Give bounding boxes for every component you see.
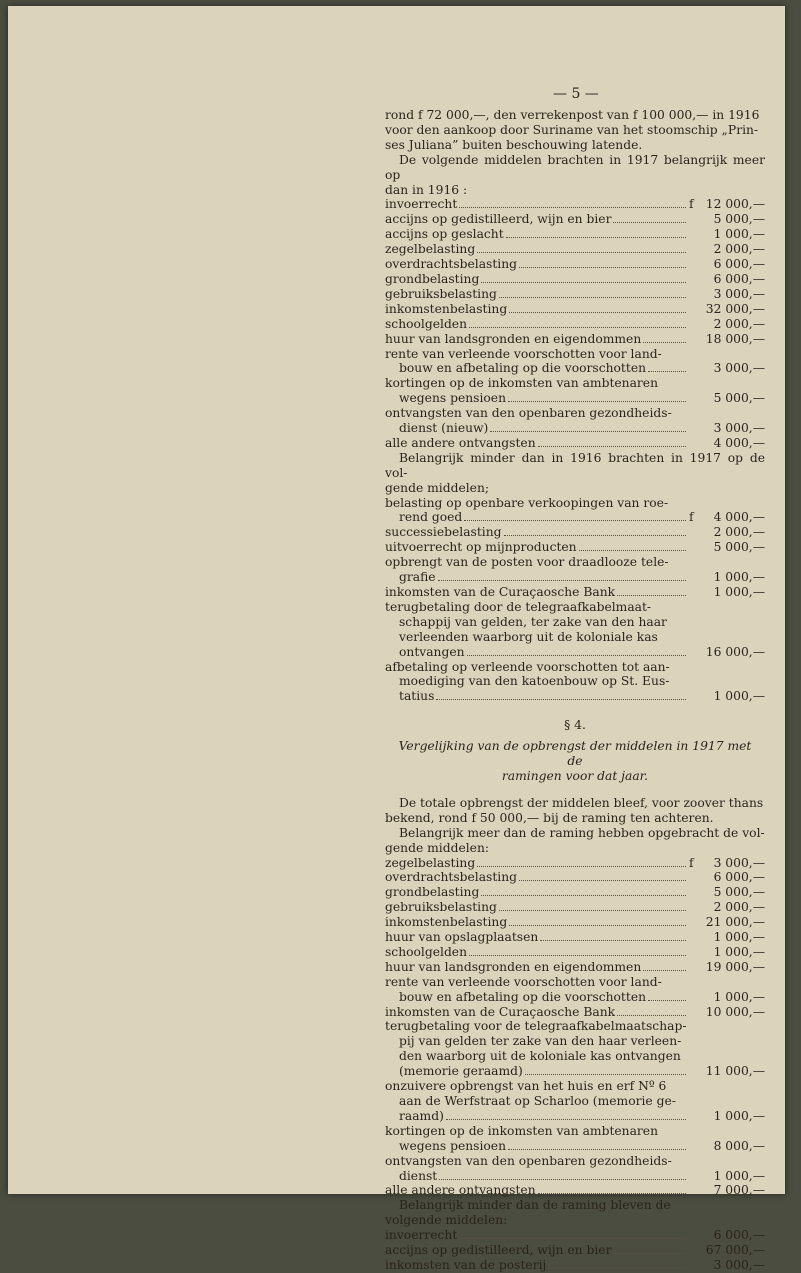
more-1917-list [385,197,765,450]
dotted-leader [499,297,686,298]
dotted-leader [579,550,686,551]
entry-label: alle andere ontvangsten [385,1183,536,1198]
entry-row [385,421,765,436]
entry-row [385,856,765,871]
entry-label: huur van landsgronden en eigendommen [385,959,642,974]
entry-label: accijns op geslacht [385,227,504,242]
entry-currency: f [689,197,694,212]
entry-row [385,885,765,900]
entry-label: raamd) [399,1108,444,1123]
entry-label: inkomstenbelasting [385,915,508,930]
entry-label-line: belasting op openbare verkoopingen van roe- [385,495,669,510]
ledger-entry [385,1005,765,1020]
entry-currency: f [689,510,694,525]
entry-label: zegelbelasting [385,855,476,870]
ledger-entry [385,496,765,526]
ledger-entry [385,1019,765,1079]
entry-label: huur van opslagplaatsen [385,930,539,945]
entry-label: bouw en afbetaling op die voorschotten [399,361,647,376]
ledger-entry [385,540,765,555]
ledger-entry [385,930,765,945]
ledger-entry [385,347,765,377]
text-line: bekend, rond f 50 000,— bij de raming ten achteren. [385,810,714,825]
entry-amount: 10 000,— [705,1004,765,1019]
entry-amount: 3 000,— [713,286,765,301]
ledger-entry [385,197,765,212]
dotted-leader [519,880,686,881]
entry-label-line: afbetaling op verleende voorschotten tot aan- [385,659,670,674]
entry-amount: 1 000,— [713,585,765,599]
entry-label: wegens pensioen [399,391,507,406]
dotted-leader [508,401,686,402]
entry-amount: 4 000,— [713,510,765,525]
entry-row [385,689,765,704]
entry-label: dienst (nieuw) [399,421,489,436]
entry-row [385,1005,765,1020]
dotted-leader [540,940,686,941]
entry-row [385,540,765,555]
text-line: voor den aankoop door Suriname van het stoomschip „Prin- [385,122,759,137]
text-line: gende middelen; [385,480,490,495]
entry-label: schoolgelden [385,316,468,331]
entry-amount: 1 000,— [713,227,765,242]
dotted-leader [469,955,686,956]
entry-label: alle andere ontvangsten [385,435,536,450]
entry-label: inkomsten van de posterij [385,1257,547,1272]
entry-row [385,1109,765,1124]
entry-currency: f [689,855,694,870]
entry-label: ontvangen [399,644,465,659]
entry-label: accijns op gedistilleerd, wijn en bier [385,1243,612,1258]
entry-label: tatius [399,689,435,704]
entry-row [385,870,765,885]
entry-amount: 1 000,— [713,989,765,1004]
dotted-leader [464,520,686,521]
entry-label: successiebelasting [385,525,502,540]
text-line: De totale opbrengst der middelen bleef, voor zoover thans [399,795,764,810]
dotted-leader [648,371,686,372]
text-line: ses Juliana” buiten beschouwing latende. [385,137,643,152]
dotted-leader [509,925,686,926]
text-line: De volgende middelen brachten in 1917 belangrijk meer op [385,152,765,182]
text-line: dan in 1916 : [385,182,468,197]
dotted-leader [436,699,686,700]
entry-amount: 12 000,— [705,197,765,212]
section-number: § 4. [564,718,586,733]
entry-row [385,960,765,975]
ledger-entry [385,1228,765,1243]
entry-row [385,272,765,287]
entry-amount: 1 000,— [713,689,765,704]
entry-row [385,945,765,960]
entry-row [385,510,765,525]
ledger-entry [385,1243,765,1258]
document-page [8,6,785,1272]
entry-label-line: den waarborg uit de koloniale kas ontvangen [399,1049,681,1064]
entry-label: dienst [399,1168,438,1183]
entry-label: (memorie geraamd) [399,1064,523,1079]
dotted-leader [504,535,686,536]
dotted-leader [446,1119,686,1120]
dotted-leader [481,895,686,896]
less-than-estimate-list [385,1228,765,1273]
dotted-leader [617,1015,686,1016]
entry-amount: 2 000,— [713,900,765,915]
entry-amount: 11 000,— [705,1064,765,1079]
dotted-leader [438,580,686,581]
entry-amount: 2 000,— [713,242,765,257]
entry-label: grafie [399,570,436,585]
entry-amount: 1 000,— [713,1168,765,1183]
entry-label-line: terugbetaling voor de telegraafkabelmaatschap- [385,1019,687,1034]
entry-row [385,930,765,945]
entry-label-line: terugbetaling door de telegraafkabelmaat- [385,599,652,614]
entry-row [385,990,765,1005]
dotted-leader [477,866,686,867]
entry-amount: 8 000,— [713,1138,765,1153]
entry-row [385,525,765,540]
entry-amount: 5 000,— [713,212,765,227]
entry-amount: 32 000,— [705,301,765,316]
entry-amount: 3 000,— [713,855,765,870]
entry-amount: 1 000,— [713,944,765,959]
ledger-entry [385,900,765,915]
entry-label: inkomstenbelasting [385,301,508,316]
entry-row [385,1064,765,1079]
entry-label: rend goed [399,510,463,525]
entry-row [385,1139,765,1154]
entry-row [385,585,765,600]
entry-amount: 1 000,— [713,930,765,945]
entry-label: gebruiksbelasting [385,286,497,301]
entry-label-line: pij van gelden ter zake van den haar verleen- [399,1034,682,1049]
text-line: volgende middelen: [385,1213,508,1228]
entry-label: grondbelasting [385,271,480,286]
dotted-leader [508,1149,686,1150]
entry-label-line: opbrengt van de posten voor draadlooze tele- [385,555,669,570]
entry-row [385,361,765,376]
entry-label-line: rente van verleende voorschotten voor land- [385,346,662,361]
less-1917-list [385,496,765,705]
entry-label: huur van landsgronden en eigendommen [385,331,642,346]
ledger-entry [385,1079,765,1124]
ledger-entry [385,525,765,540]
dotted-leader [439,1179,686,1180]
entry-label: zegelbelasting [385,242,476,257]
entry-label: schoolgelden [385,944,468,959]
entry-label: overdrachtsbelasting [385,870,518,885]
entry-amount: 21 000,— [705,915,765,930]
dotted-leader [613,222,686,223]
text-line: Belangrijk minder dan de raming bleven de [399,1198,671,1213]
entry-label: invoerrecht [385,197,458,212]
dotted-leader [548,1268,686,1269]
entry-label: inkomsten van de Curaçaosche Bank [385,585,616,599]
ledger-entry [385,1154,765,1184]
entry-label-line: rente van verleende voorschotten voor land- [385,974,662,989]
entry-label: grondbelasting [385,885,480,900]
entry-row [385,1169,765,1184]
entry-row [385,391,765,406]
dotted-leader [506,237,686,238]
entry-label-line: onzuivere opbrengst van het huis en erf Nº 6 [385,1079,667,1094]
ledger-entry [385,600,765,660]
entry-label: gebruiksbelasting [385,900,497,915]
dotted-leader [499,910,686,911]
ledger-entry [385,406,765,436]
entry-amount: 16 000,— [705,644,765,659]
dotted-leader [613,1253,686,1254]
entry-label: uitvoerrecht op mijnproducten [385,540,577,555]
entry-row [385,197,765,212]
section-title [385,739,765,784]
ledger-entry [385,317,765,332]
ledger-entry [385,975,765,1005]
ledger-entry [385,945,765,960]
entry-amount: 6 000,— [713,257,765,272]
ledger-entry [385,856,765,871]
entry-amount: 6 000,— [713,1228,765,1243]
less-intro-paragraph [385,451,765,496]
entry-label: inkomsten van de Curaçaosche Bank [385,1004,616,1019]
entry-row [385,227,765,242]
entry-amount: 18 000,— [705,331,765,346]
entry-row [385,1258,765,1273]
ledger-entry [385,885,765,900]
ledger-entry [385,870,765,885]
dotted-leader [538,446,686,447]
ledger-entry [385,585,765,600]
ledger-entry [385,660,765,705]
dotted-leader [538,1193,686,1194]
ledger-entry [385,302,765,317]
ledger-entry [385,1258,765,1273]
ledger-entry [385,272,765,287]
entry-row [385,317,765,332]
dotted-leader [469,327,686,328]
ledger-entry [385,376,765,406]
ledger-entry [385,436,765,451]
entry-row [385,900,765,915]
less-estimate-intro-paragraph [385,1198,765,1228]
ledger-entry [385,555,765,585]
entry-label-line: kortingen op de inkomsten van ambtenaren [385,1123,658,1138]
entry-amount: 4 000,— [713,435,765,450]
entry-amount: 1 000,— [713,570,765,585]
entry-label-line: verleenden waarborg uit de koloniale kas [399,629,658,644]
dotted-leader [459,207,686,208]
ledger-entry [385,332,765,347]
section-intro-paragraph [385,796,765,856]
entry-amount: 2 000,— [713,525,765,540]
ledger-entry [385,242,765,257]
entry-row [385,1183,765,1198]
entry-amount: 3 000,— [713,421,765,436]
entry-amount: 5 000,— [713,885,765,900]
entry-label-line: aan de Werfstraat op Scharloo (memorie ge- [399,1094,676,1108]
text-line: Belangrijk meer dan de raming hebben opgebracht de vol- [399,825,765,840]
entry-amount: 67 000,— [705,1243,765,1258]
ledger-entry [385,1124,765,1154]
entry-amount: 1 000,— [713,1108,765,1123]
dotted-leader [643,970,686,971]
text-line: ramingen voor dat jaar. [501,768,649,783]
entry-row [385,287,765,302]
entry-amount: 19 000,— [705,959,765,974]
text-line: rond f 72 000,—, den verrekenpost van f 100 000,— in 1916 [385,108,760,122]
ledger-entry [385,960,765,975]
entry-label: invoerrecht [385,1228,458,1243]
dotted-leader [477,252,686,253]
entry-row [385,242,765,257]
entry-amount: 5 000,— [713,391,765,406]
entry-label-line: ontvangsten van den openbaren gezondheids- [385,406,672,421]
ledger-entry [385,287,765,302]
dotted-leader [617,595,686,596]
entry-row [385,257,765,272]
entry-amount: 5 000,— [713,540,765,555]
entry-row [385,332,765,347]
entry-amount: 3 000,— [713,1257,765,1272]
page-number: — 5 — [553,86,599,102]
entry-label-line: kortingen op de inkomsten van ambtenaren [385,376,658,391]
entry-label: bouw en afbetaling op die voorschotten [399,989,647,1004]
entry-row [385,645,765,660]
entry-row [385,1228,765,1243]
entry-row [385,212,765,227]
text-line: Vergelijking van de opbrengst der middelen in 1917 met de [398,739,752,769]
entry-label-line: ontvangsten van den openbaren gezondheids- [385,1153,672,1168]
dotted-leader [467,655,686,656]
dotted-leader [459,1238,686,1239]
text-line: Belangrijk minder dan in 1916 brachten in 1917 op de vol- [385,450,765,480]
dotted-leader [643,342,686,343]
entry-label: overdrachtsbelasting [385,257,518,272]
entry-row [385,302,765,317]
page-content [385,86,765,1273]
entry-amount: 6 000,— [713,271,765,286]
entry-amount: 6 000,— [713,870,765,885]
dotted-leader [490,431,686,432]
ledger-entry [385,227,765,242]
intro-paragraph [385,108,765,197]
entry-row [385,570,765,585]
entry-label-line: schappij van gelden, ter zake van den haar [399,614,667,629]
ledger-entry [385,915,765,930]
dotted-leader [648,1000,686,1001]
dotted-leader [519,267,686,268]
ledger-entry [385,257,765,272]
ledger-entry [385,1183,765,1198]
entry-row [385,436,765,451]
dotted-leader [509,312,686,313]
entry-amount: 3 000,— [713,361,765,376]
entry-amount: 2 000,— [713,316,765,331]
entry-amount: 7 000,— [713,1183,765,1198]
ledger-entry [385,212,765,227]
more-than-estimate-list [385,856,765,1199]
dotted-leader [525,1074,686,1075]
entry-label: accijns op gedistilleerd, wijn en bier [385,212,612,227]
entry-label-line: moediging van den katoenbouw op St. Eus- [399,674,670,689]
text-line: gende middelen: [385,840,490,855]
dotted-leader [481,282,686,283]
entry-row [385,915,765,930]
entry-row [385,1243,765,1258]
entry-label: wegens pensioen [399,1138,507,1153]
